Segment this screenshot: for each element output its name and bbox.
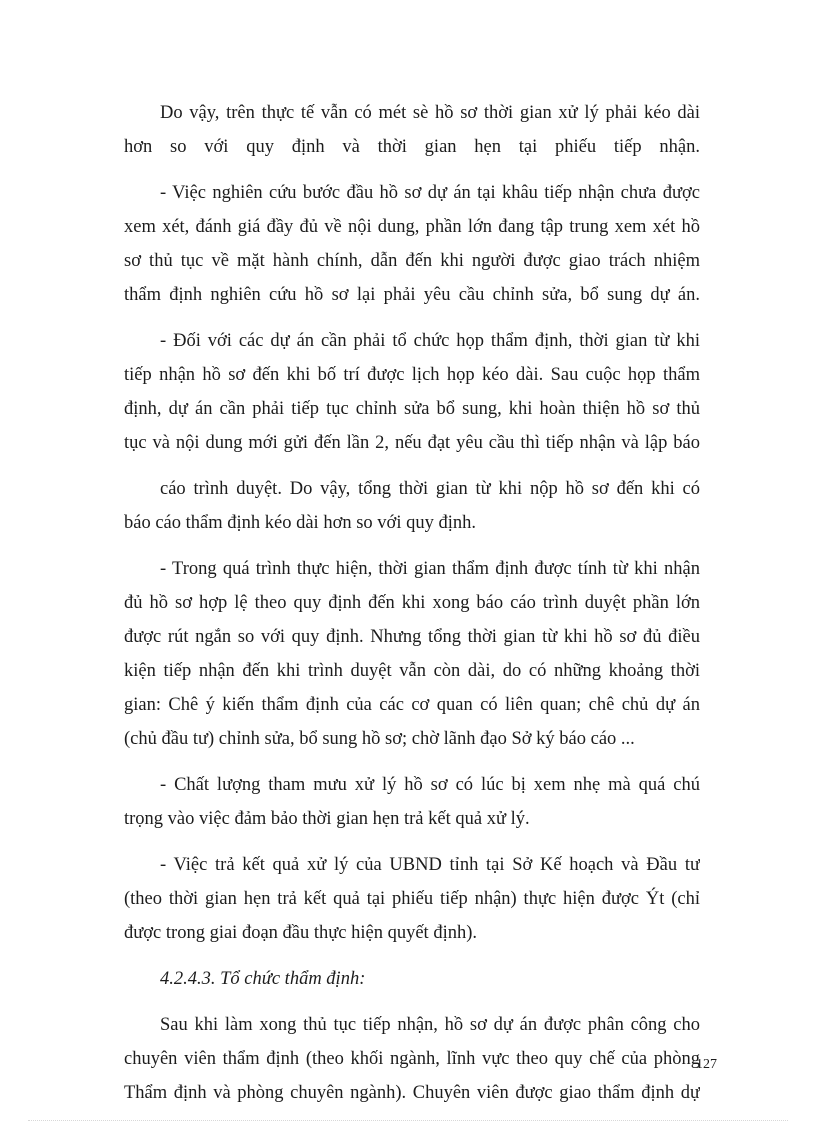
text-line: Sau khi làm xong thủ tục tiếp nhận, hồ sơ dự án được phân công cho bbox=[160, 1015, 700, 1035]
paragraph bbox=[124, 176, 700, 312]
text-line: - Việc nghiên cứu bước đầu hồ sơ dự án tại khâu tiếp nhận chưa được bbox=[160, 183, 700, 203]
text-line: đủ hồ sơ hợp lệ theo quy định đến khi xong báo cáo trình duyệt phần lớn bbox=[124, 593, 700, 613]
text-line: Thẩm định và phòng chuyên ngành). Chuyên viên được giao thẩm định dự bbox=[124, 1083, 700, 1103]
text-line: xem xét, đánh giá đầy đủ về nội dung, phần lớn đang tập trung xem xét hồ bbox=[124, 217, 700, 237]
text-line: - Việc trả kết quả xử lý của UBND tỉnh tại Sở Kế hoạch và Đầu tư bbox=[160, 855, 700, 875]
bottom-divider bbox=[28, 1120, 788, 1121]
text-line: được rút ngắn so với quy định. Nhưng tổng thời gian từ khi hồ sơ đủ điều bbox=[124, 627, 700, 647]
paragraph bbox=[124, 472, 700, 540]
text-line: tục và nội dung mới gửi đến lần 2, nếu đạt yêu cầu thì tiếp nhận và lập báo bbox=[124, 433, 700, 453]
text-line: chuyên viên thẩm định (theo khối ngành, lĩnh vực theo quy chế của phòng bbox=[124, 1049, 700, 1069]
text-line: được trong giai đoạn đầu thực hiện quyết định). bbox=[124, 923, 477, 943]
text-line: hơn so với quy định và thời gian hẹn tại phiếu tiếp nhận. bbox=[124, 137, 700, 157]
paragraph bbox=[124, 1008, 700, 1110]
text-line: cáo trình duyệt. Do vậy, tổng thời gian từ khi nộp hồ sơ đến khi có bbox=[160, 479, 700, 499]
section-heading bbox=[124, 962, 700, 996]
page-number: 127 bbox=[696, 1057, 717, 1072]
text-line: kiện tiếp nhận đến khi trình duyệt vẫn còn dài, do có những khoảng thời bbox=[124, 661, 700, 681]
text-line: sơ thủ tục về mặt hành chính, dẫn đến khi người được giao trách nhiệm bbox=[124, 251, 700, 271]
text-line: gian: Chê ý kiến thẩm định của các cơ quan có liên quan; chê chủ dự án bbox=[124, 695, 700, 715]
paragraph bbox=[124, 768, 700, 836]
paragraph bbox=[124, 848, 700, 950]
text-line: định, dự án cần phải tiếp tục chỉnh sửa bổ sung, khi hoàn thiện hồ sơ thủ bbox=[124, 399, 700, 419]
paragraph bbox=[124, 552, 700, 756]
text-line: Do vậy, trên thực tế vẫn có mét sè hồ sơ thời gian xử lý phải kéo dài bbox=[160, 103, 700, 123]
text-line: (theo thời gian hẹn trả kết quả tại phiếu tiếp nhận) thực hiện được Ýt (chỉ bbox=[124, 889, 700, 909]
text-line: - Đối với các dự án cần phải tổ chức họp thẩm định, thời gian từ khi bbox=[160, 331, 700, 351]
text-line: - Trong quá trình thực hiện, thời gian thẩm định được tính từ khi nhận bbox=[160, 559, 700, 579]
text-line: (chủ đầu tư) chỉnh sửa, bổ sung hồ sơ; chờ lãnh đạo Sở ký báo cáo ... bbox=[124, 729, 635, 749]
text-line: báo cáo thẩm định kéo dài hơn so với quy định. bbox=[124, 513, 476, 533]
text-line: - Chất lượng tham mưu xử lý hồ sơ có lúc bị xem nhẹ mà quá chú bbox=[160, 775, 700, 795]
page-body bbox=[124, 96, 700, 1110]
heading-line: 4.2.4.3. Tổ chức thẩm định: bbox=[160, 969, 366, 989]
text-line: thẩm định nghiên cứu hồ sơ lại phải yêu cầu chỉnh sửa, bổ sung dự án. bbox=[124, 285, 700, 305]
text-line: tiếp nhận hồ sơ đến khi bố trí được lịch họp kéo dài. Sau cuộc họp thẩm bbox=[124, 365, 700, 385]
paragraph bbox=[124, 324, 700, 460]
paragraph bbox=[124, 96, 700, 164]
text-line: trọng vào việc đảm bảo thời gian hẹn trả kết quả xử lý. bbox=[124, 809, 530, 829]
